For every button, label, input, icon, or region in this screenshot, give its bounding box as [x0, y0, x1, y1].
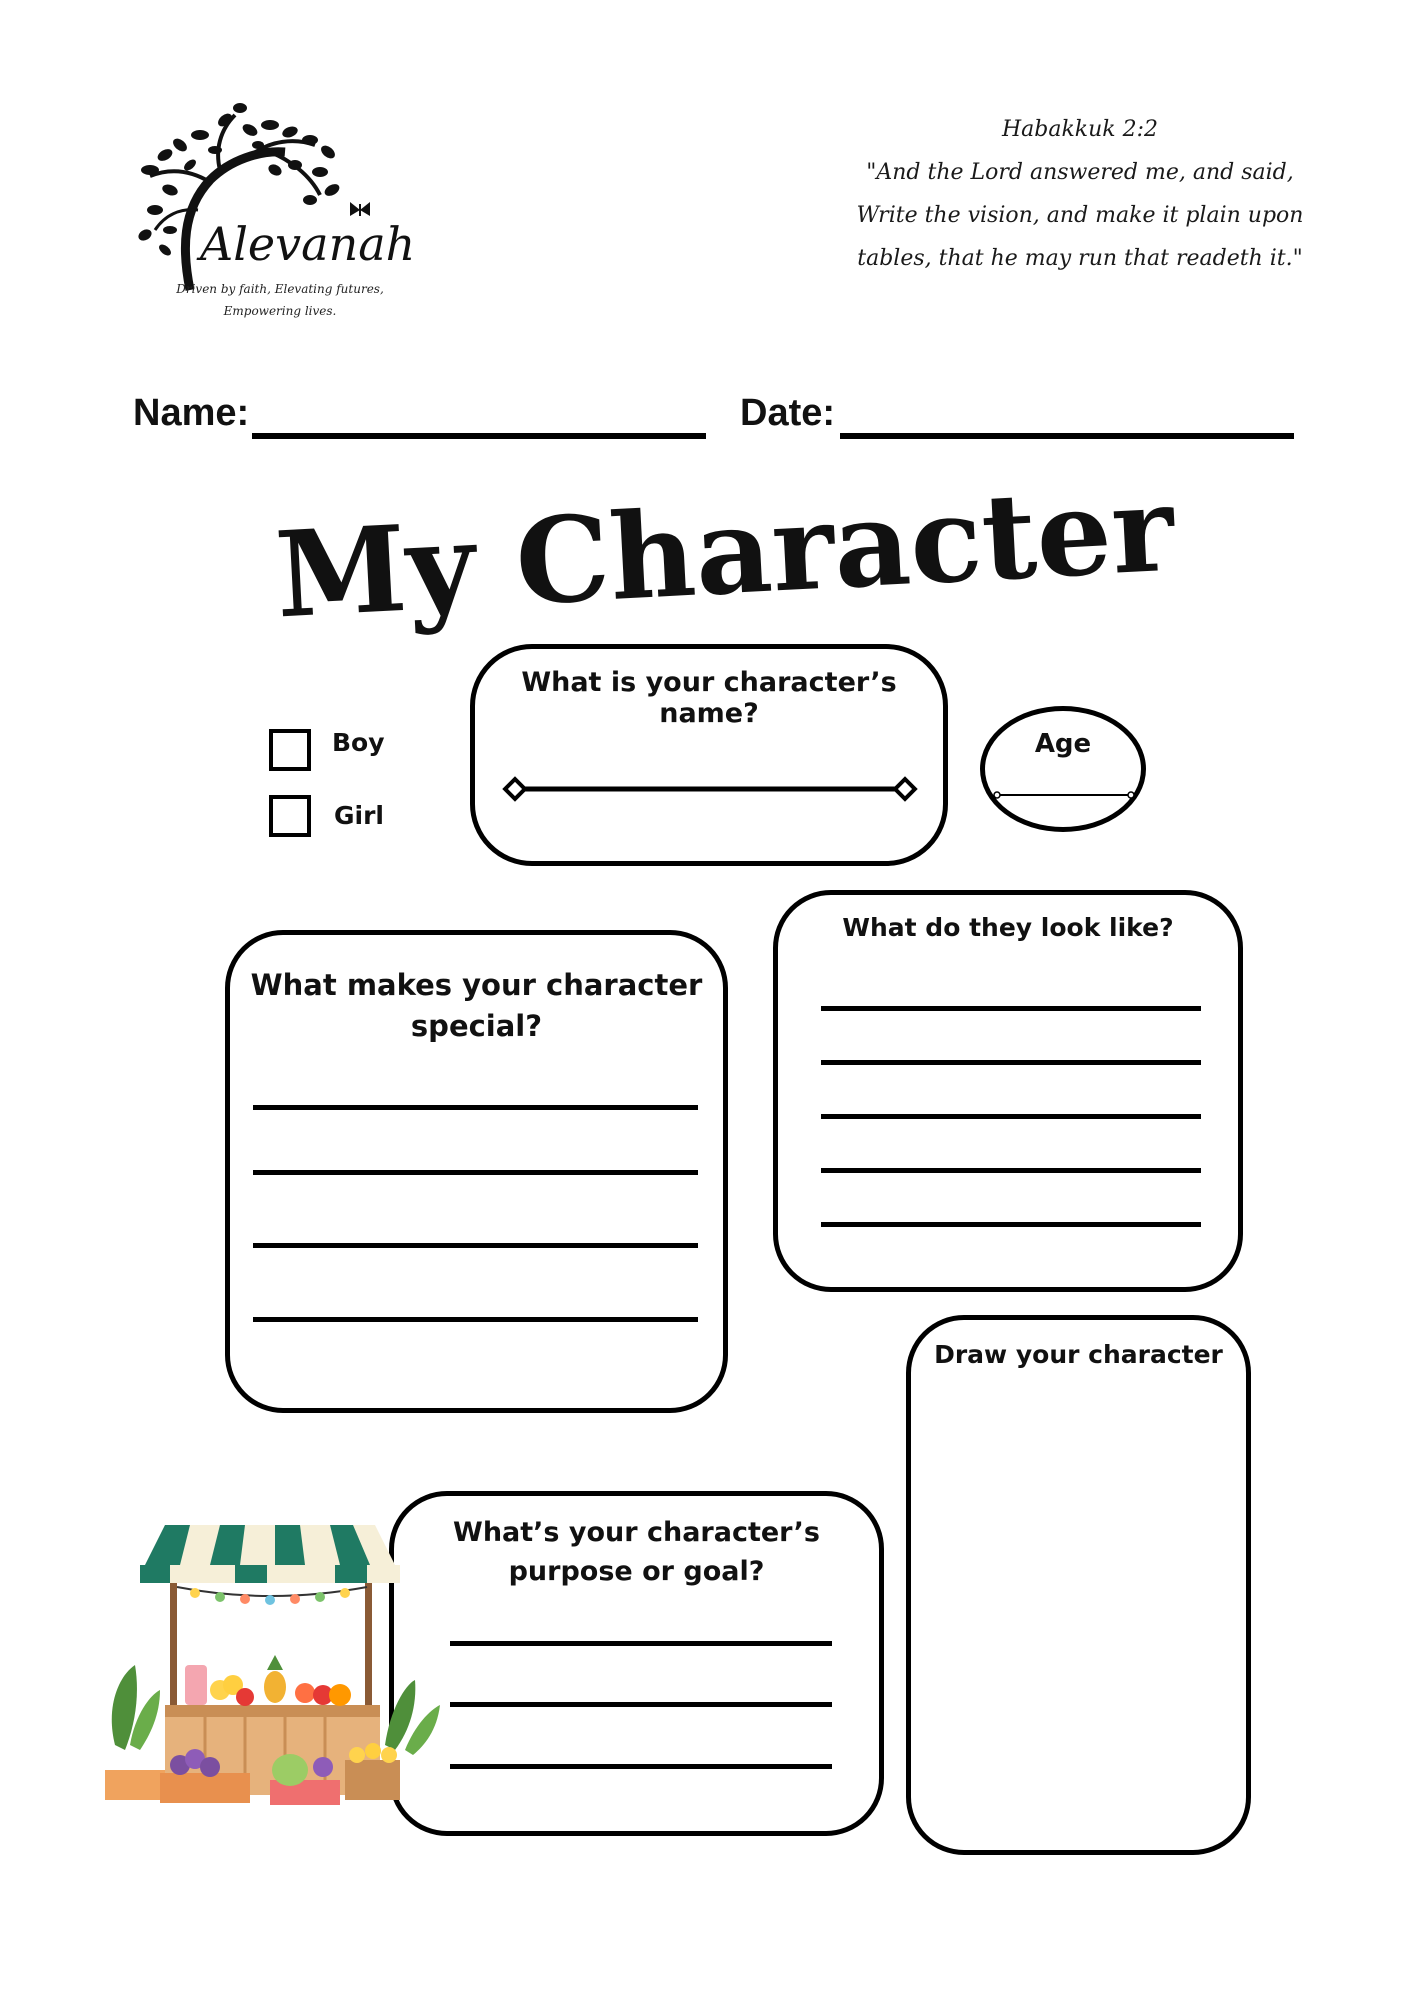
special-answer-line[interactable] — [253, 1317, 698, 1322]
bible-verse — [845, 108, 1315, 280]
age-box — [980, 706, 1146, 832]
verse-line-1: "And the Lord answered me, and said, — [866, 160, 1294, 185]
looks-answer-line[interactable] — [821, 1222, 1201, 1227]
logo-tagline — [150, 278, 410, 322]
looks-question: What do they look like? — [842, 913, 1174, 942]
looks-answer-line[interactable] — [821, 1114, 1201, 1119]
special-answer-line[interactable] — [253, 1105, 698, 1110]
looks-answer-line[interactable] — [821, 1006, 1201, 1011]
logo-wordmark: Alevanah — [200, 217, 416, 271]
purpose-question-line-2: purpose or goal? — [508, 1556, 765, 1587]
girl-checkbox[interactable] — [269, 795, 311, 837]
purpose-answer-line[interactable] — [450, 1702, 832, 1707]
name-label: Name: — [133, 392, 250, 434]
name-answer-line[interactable] — [505, 777, 915, 801]
girl-label: Girl — [334, 801, 384, 830]
date-line[interactable] — [840, 433, 1294, 439]
purpose-answer-line[interactable] — [450, 1764, 832, 1769]
page-title-text: My Character — [272, 458, 1178, 645]
tagline-line-1: Driven by faith, Elevating futures, — [176, 282, 384, 296]
special-answer-line[interactable] — [253, 1243, 698, 1248]
draw-character-box[interactable] — [906, 1315, 1251, 1855]
looks-answer-line[interactable] — [821, 1168, 1201, 1173]
boy-label: Boy — [332, 728, 385, 757]
special-question-line-2: special? — [410, 1009, 543, 1043]
purpose-question-box — [389, 1491, 884, 1836]
special-question — [230, 965, 723, 1047]
tagline-line-2: Empowering lives. — [223, 304, 337, 318]
special-answer-line[interactable] — [253, 1170, 698, 1175]
verse-reference: Habakkuk 2:2 — [1001, 117, 1159, 142]
age-answer-line[interactable] — [993, 789, 1135, 801]
boy-checkbox[interactable] — [269, 729, 311, 771]
verse-line-3: tables, that he may run that readeth it." — [857, 246, 1303, 271]
purpose-question — [394, 1513, 879, 1591]
purpose-answer-line[interactable] — [450, 1641, 832, 1646]
looks-question-box — [773, 890, 1243, 1292]
special-question-line-1: What makes your character — [250, 968, 703, 1002]
purpose-question-line-1: What’s your character’s — [453, 1517, 820, 1548]
looks-answer-line[interactable] — [821, 1060, 1201, 1065]
market-stall-illustration — [95, 1505, 445, 1810]
age-label: Age — [1034, 729, 1092, 759]
name-question-box — [470, 644, 948, 866]
date-label: Date: — [740, 392, 836, 434]
verse-line-2: Write the vision, and make it plain upon — [856, 203, 1304, 228]
butterfly-icon — [350, 202, 370, 216]
awning — [140, 1525, 400, 1583]
draw-prompt: Draw your character — [934, 1340, 1223, 1369]
name-line[interactable] — [252, 433, 706, 439]
special-question-box — [225, 930, 728, 1413]
page-title — [272, 458, 1178, 645]
name-question: What is your character’s name? — [521, 667, 897, 729]
